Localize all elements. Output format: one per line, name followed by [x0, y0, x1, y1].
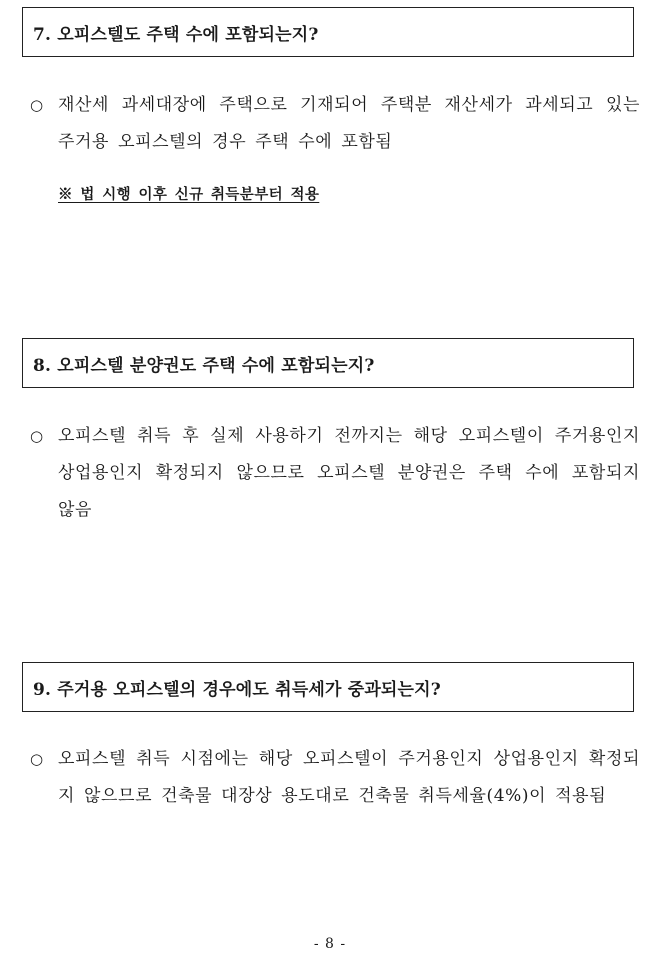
question-box-7: [22, 7, 634, 57]
question-box-8: [22, 338, 634, 388]
question-title: 9. 주거용 오피스텔의 경우에도 취득세가 중과되는지?: [33, 679, 441, 700]
answer-item-8: [30, 418, 640, 529]
answer-text: 오피스텔 취득 시점에는 해당 오피스텔이 주거용인지 상업용인지 확정되지 않으므로 건축물 대장상 용도대로 건축물 취득세율(4%)이 적용됨: [58, 749, 640, 806]
question-title: 7. 오피스텔도 주택 수에 포함되는지?: [33, 24, 319, 45]
bullet-icon: ○: [30, 750, 44, 768]
note-text: ※ 법 시행 이후 신규 취득분부터 적용: [58, 186, 320, 203]
bullet-icon: ○: [30, 96, 44, 114]
answer-text: 재산세 과세대장에 주택으로 기재되어 주택분 재산세가 과세되고 있는 주거용 오피스텔의 경우 주택 수에 포함됨: [58, 95, 640, 152]
answer-item-9: [30, 741, 640, 815]
answer-text: 오피스텔 취득 후 실제 사용하기 전까지는 해당 오피스텔이 주거용인지 상업용인지 확정되지 않으므로 오피스텔 분양권은 주택 수에 포함되지 않음: [58, 426, 640, 520]
page-number: - 8 -: [313, 936, 347, 952]
question-title: 8. 오피스텔 분양권도 주택 수에 포함되는지?: [33, 355, 375, 376]
question-box-9: [22, 662, 634, 712]
bullet-icon: ○: [30, 427, 44, 445]
answer-item-7: [30, 87, 640, 161]
